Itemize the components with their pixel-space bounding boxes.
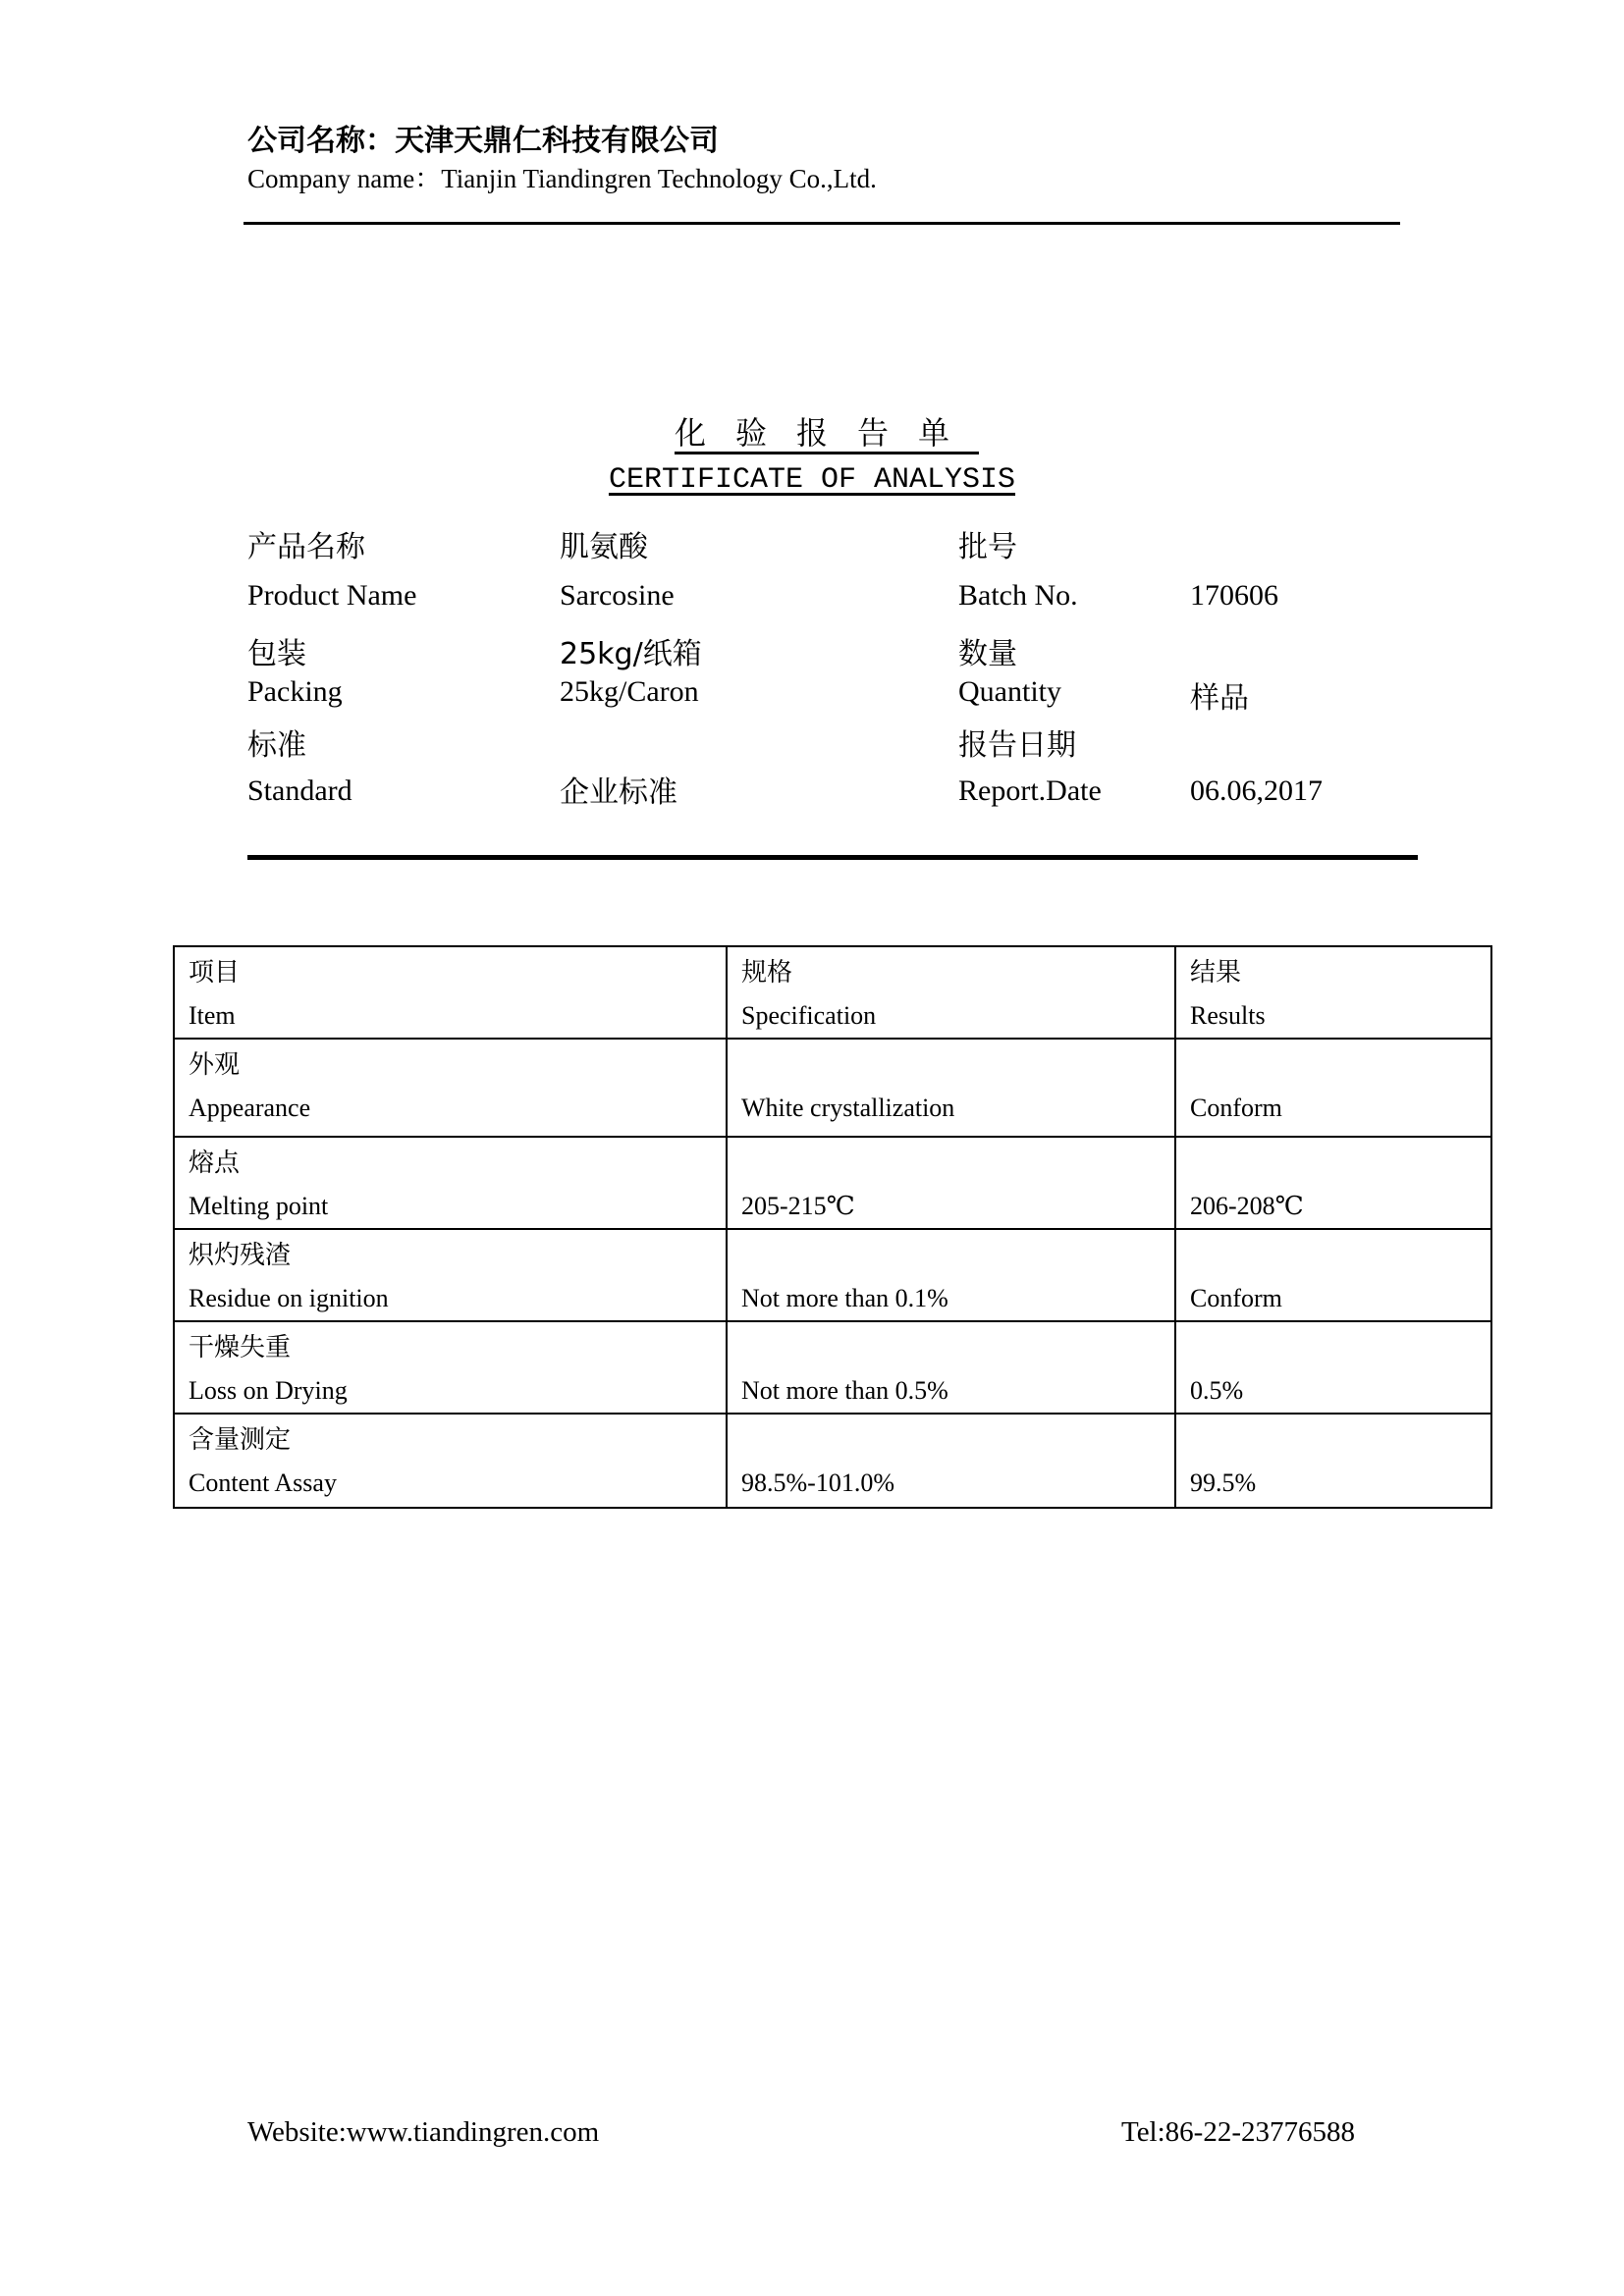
table-row — [174, 1321, 1491, 1414]
item-en: Melting point — [189, 1192, 329, 1220]
item-cell — [174, 1414, 727, 1508]
specification-value: White crystallization — [741, 1094, 955, 1122]
header-specification-cn: 规格 — [741, 958, 793, 988]
standard-label-cn: 标准 — [247, 728, 306, 763]
table-row — [174, 1137, 1491, 1229]
table-row — [174, 1229, 1491, 1321]
packing-value-cn: 25kg/纸箱 — [560, 637, 702, 671]
result-value: 99.5% — [1190, 1468, 1257, 1497]
result-value: Conform — [1190, 1094, 1282, 1122]
standard-label-en: Standard — [247, 774, 352, 807]
company-name-cn: 公司名称：天津天鼎仁科技有限公司 — [247, 124, 719, 158]
standard-value: 企业标准 — [560, 775, 677, 810]
product-name-value-en: Sarcosine — [560, 579, 675, 612]
item-cn: 干燥失重 — [189, 1333, 292, 1362]
result-cell — [1175, 1321, 1491, 1414]
report-date-value: 06.06,2017 — [1190, 774, 1323, 807]
packing-label-cn: 包装 — [247, 637, 306, 671]
item-en: Loss on Drying — [189, 1376, 348, 1405]
result-cell — [1175, 1039, 1491, 1137]
result-cell — [1175, 1229, 1491, 1321]
document-title-en — [0, 463, 1624, 497]
item-cell — [174, 1321, 727, 1414]
item-cn: 炽灼残渣 — [189, 1241, 292, 1270]
report-date-label-cn: 报告日期 — [958, 728, 1076, 763]
specification-cell — [727, 1039, 1175, 1137]
header-item-cn: 项目 — [189, 958, 241, 988]
specification-value: Not more than 0.1% — [741, 1284, 948, 1312]
header-results-en: Results — [1190, 1001, 1266, 1030]
result-cell — [1175, 1137, 1491, 1229]
item-cell — [174, 1039, 727, 1137]
result-value: 206-208℃ — [1190, 1192, 1304, 1220]
header-divider — [244, 222, 1400, 225]
document-title-en-text: CERTIFICATE OF ANALYSIS — [608, 463, 1016, 497]
report-date-label-en: Report.Date — [958, 774, 1102, 807]
product-name-value-cn: 肌氨酸 — [560, 530, 648, 564]
item-cn: 含量测定 — [189, 1425, 292, 1455]
header-item-en: Item — [189, 1001, 236, 1030]
footer-website: Website:www.tiandingren.com — [247, 2116, 600, 2148]
document-title-cn — [0, 408, 1624, 454]
item-cell — [174, 1229, 727, 1321]
header-results-cn: 结果 — [1190, 958, 1242, 988]
info-divider — [247, 855, 1418, 860]
document-title-cn-text: 化验报告单 — [674, 414, 979, 452]
item-cn: 外观 — [189, 1050, 241, 1080]
table-header-row — [174, 946, 1491, 1039]
packing-label-en: Packing — [247, 675, 343, 708]
quantity-label-cn: 数量 — [958, 637, 1017, 671]
specification-cell — [727, 1321, 1175, 1414]
header-cell-item — [174, 946, 727, 1039]
specification-value: Not more than 0.5% — [741, 1376, 948, 1405]
header-specification-en: Specification — [741, 1001, 877, 1030]
packing-value-en: 25kg/Caron — [560, 675, 699, 708]
specification-cell — [727, 1414, 1175, 1508]
result-cell — [1175, 1414, 1491, 1508]
result-value: Conform — [1190, 1284, 1282, 1312]
table-row — [174, 1039, 1491, 1137]
quantity-label-en: Quantity — [958, 675, 1061, 708]
batch-label-cn: 批号 — [958, 530, 1017, 564]
result-value: 0.5% — [1190, 1376, 1244, 1405]
header-cell-results — [1175, 946, 1491, 1039]
item-en: Appearance — [189, 1094, 311, 1122]
specification-cell — [727, 1137, 1175, 1229]
company-name-en: Company name：Tianjin Tiandingren Technology Co.,Ltd. — [247, 164, 877, 193]
analysis-table — [173, 945, 1492, 1509]
batch-label-en: Batch No. — [958, 579, 1078, 612]
footer-telephone: Tel:86-22-23776588 — [1121, 2116, 1355, 2148]
header-cell-specification — [727, 946, 1175, 1039]
item-cn: 熔点 — [189, 1148, 241, 1178]
specification-value: 205-215℃ — [741, 1192, 855, 1220]
item-cell — [174, 1137, 727, 1229]
quantity-value: 样品 — [1190, 681, 1249, 716]
specification-value: 98.5%-101.0% — [741, 1468, 894, 1497]
item-en: Content Assay — [189, 1468, 337, 1497]
specification-cell — [727, 1229, 1175, 1321]
product-name-label-en: Product Name — [247, 579, 417, 612]
product-name-label-cn: 产品名称 — [247, 530, 365, 564]
item-en: Residue on ignition — [189, 1284, 389, 1312]
batch-value: 170606 — [1190, 579, 1278, 612]
table-row — [174, 1414, 1491, 1508]
